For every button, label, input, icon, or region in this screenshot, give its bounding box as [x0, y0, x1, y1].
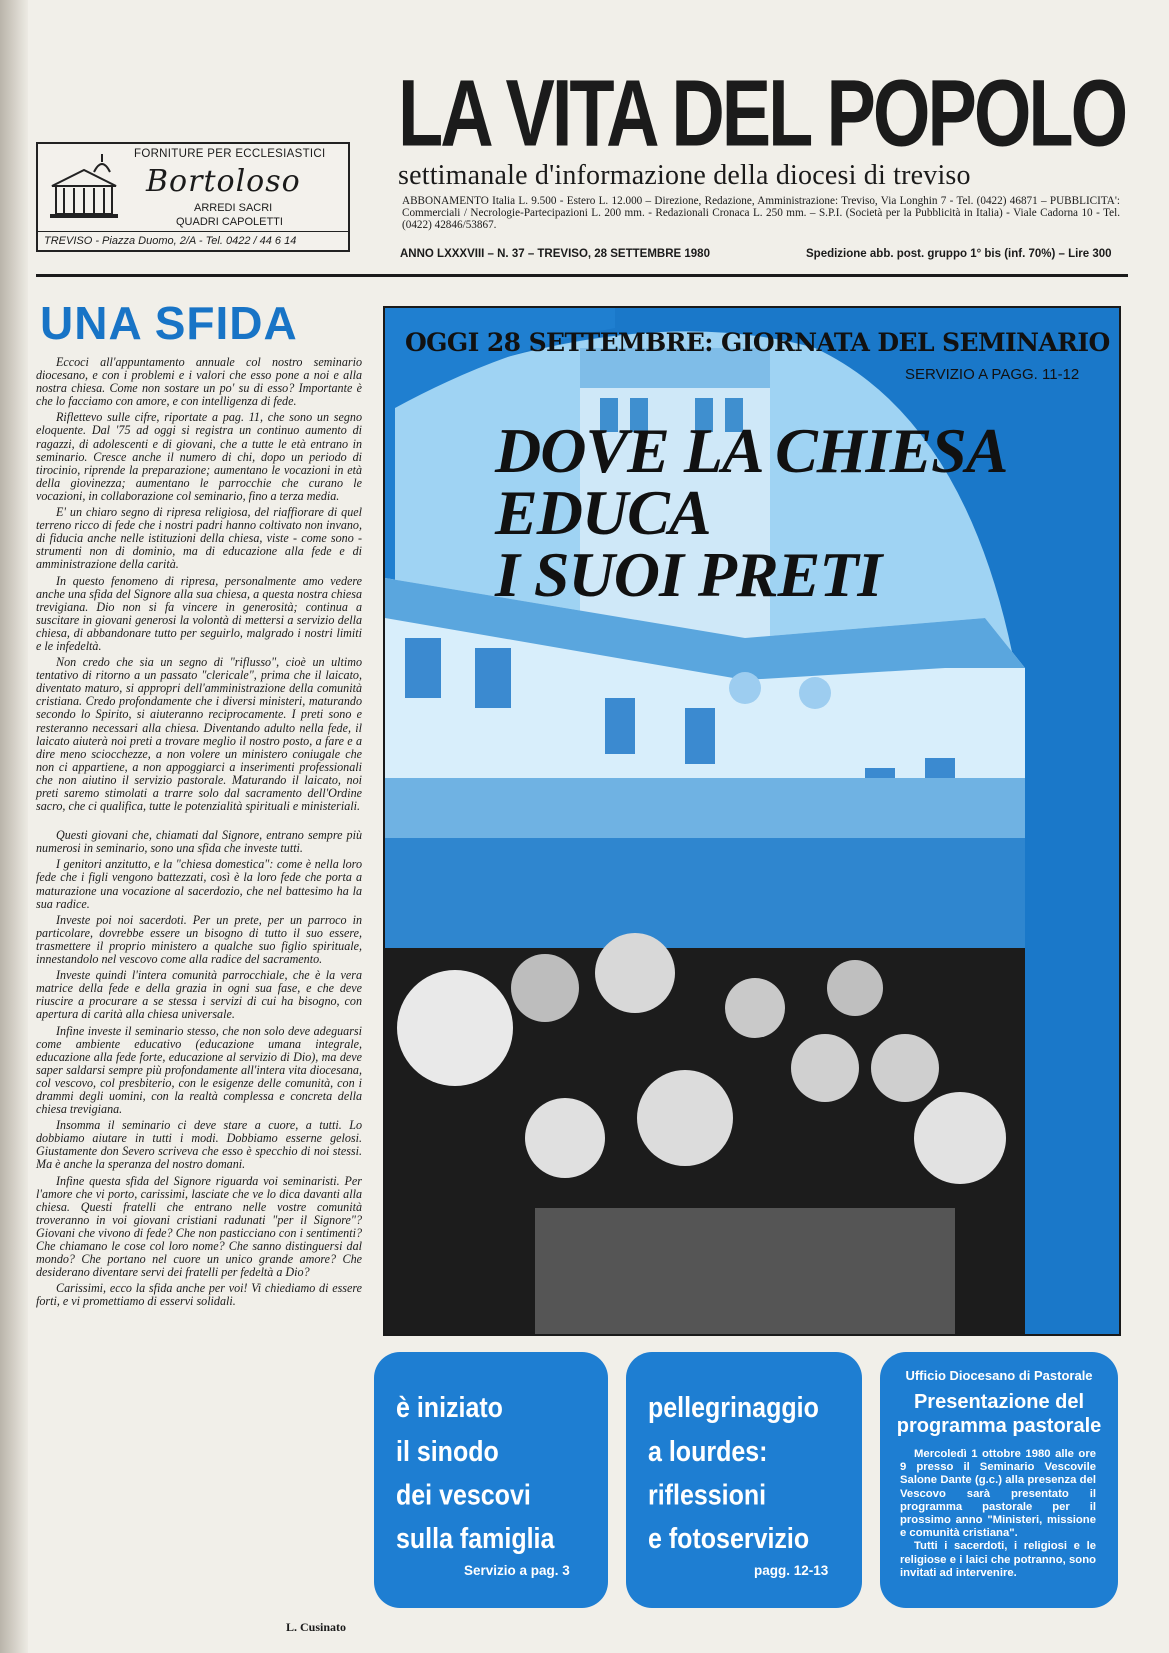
ad-line-1: ARREDI SACRI [194, 202, 273, 214]
ad-address: TREVISO - Piazza Duomo, 2/A - Tel. 0422 / 44 6 14 [38, 231, 348, 250]
editorial-body [36, 356, 362, 1311]
teaser-page-ref: Servizio a pag. 3 [464, 1563, 570, 1578]
editorial-paragraph: Infine questa sfida del Signore riguarda voi seminaristi. Per l'amore che vi porto, carissimi, lasciate che ve lo dica davanti alla chiesa. Questi fratelli che entrano nelle vostre comunità troveranno in voi giovani cristiani radunati "per il Signore"? Giovani che vivono di fede? Che non pasticciano con i sentimenti? Che chiamano le cose col loro nome? Che sanno distinguersi dal mondo? Che portano nel cuore un unico grande amore? Che desiderano diventare servi dei fratelli per fedeltà a Dio? [36, 1173, 362, 1280]
teaser-title [396, 1386, 554, 1561]
teaser-title-line: il sinodo [396, 1435, 499, 1468]
editorial-paragraph: E' un chiaro segno di ripresa religiosa, del riaffiorare di quel terreno ricco di fede che i nostri padri hanno coltivato non invano, di fiducia anche nelle istituzioni della chiesa, viste - come sono - strumenti non di dominio, ma di educazione alla fede e di amministrazione della carità. [36, 505, 362, 572]
advertisement-box [36, 142, 350, 252]
masthead-title: LA VITA DEL POPOLO [398, 59, 1126, 166]
header-rule [36, 274, 1128, 277]
teaser-title-line: e fotoservizio [648, 1522, 810, 1556]
issue-line: ANNO LXXXVIII – N. 37 – TREVISO, 28 SETTEMBRE 1980 [400, 248, 710, 260]
pastoral-office-header: Ufficio Diocesano di Pastorale [905, 1368, 1093, 1383]
editorial-paragraph: Carissimi, ecco la sfida anche per voi! Vi chiediamo di essere forti, e vi promettiamo di esservi solidali. [36, 1281, 362, 1309]
cover-photo [383, 306, 1121, 1336]
teaser-title [648, 1386, 819, 1561]
page-gutter [0, 0, 28, 1653]
editorial-paragraph: Eccoci all'appuntamento annuale col nostro seminario diocesano, e con i problemi e i valori che esso pone a noi e alla nostra chiesa. Come non sostare un po' su di esso? Importante è che lo facciamo con amore, e con intelligenza di fede. [36, 355, 362, 409]
ad-brand-name: Bortoloso [146, 164, 301, 199]
pastoral-paragraph: Mercoledì 1 ottobre 1980 alle ore 9 presso il Seminario Vescovile Salone Dante (g.c.) alla presenza del Vescovo sarà presentato il programma pastorale per il prossimo anno "Ministeri, missione e comunità cristiana". [900, 1448, 1096, 1540]
pastoral-title-line: programma pastorale [896, 1415, 1102, 1437]
teaser-page-ref: pagg. 12-13 [754, 1563, 829, 1578]
teaser-title-line: è iniziato [396, 1391, 503, 1424]
teaser-title-line: pellegrinaggio [648, 1391, 819, 1424]
church-drawing-icon [48, 152, 120, 220]
editorial-paragraph: Investe poi noi sacerdoti. Per un prete, per un parroco in particolare, dovrebbe essere un bisogno di tutto il suo essere, trasmettere il proprio ministero a qualche suo figlio spirituale, innestandolo nel vescovo come alla radice del sacramento. [36, 912, 362, 967]
editorial-paragraph: Questi giovani che, chiamati dal Signore, entrano sempre più numerosi in seminario, sono una sfida che investe tutti. [36, 828, 362, 856]
masthead-subtitle: settimanale d'informazione della diocesi di treviso [398, 160, 971, 191]
cover-headline-line: I SUOI PRETI [495, 539, 882, 610]
editorial-paragraph: I genitori anzitutto, e la "chiesa domestica": come è nella loro fede che i figli vengono battezzati, così è la loro fede che porta a maturazione una vocazione al sacerdozio, che nel battesimo ha la sua radice. [36, 857, 362, 911]
teaser-title-line: a lourdes: [648, 1435, 768, 1468]
pastoral-title [880, 1390, 1118, 1438]
teaser-title-line: sulla famiglia [396, 1522, 555, 1556]
ad-line-2: QUADRI CAPOLETTI [176, 216, 283, 228]
postal-line: Spedizione abb. post. gruppo 1° bis (inf. 70%) – Lire 300 [806, 248, 1112, 260]
editorial-headline: UNA SFIDA [40, 297, 298, 349]
editorial-paragraph: Insomma il seminario ci deve stare a cuore, a tutti. Lo dobbiamo aiutare in tutti i modi. Dobbiamo esserne gelosi. Giustamente don Severo scriveva che esso è specchio di noi stessi. Ma è anche la speranza del nostro domani. [36, 1118, 362, 1172]
cover-banner: OGGI 28 SETTEMBRE: GIORNATA DEL SEMINARIO [405, 328, 1110, 357]
teaser-title-line: dei vescovi [396, 1479, 531, 1512]
cover-headline-line: EDUCA [495, 477, 711, 548]
ad-top-line: FORNITURE PER ECCLESIASTICI [134, 148, 326, 160]
teaser-box-synod[interactable] [374, 1352, 608, 1608]
editorial-paragraph: Riflettevo sulle cifre, riportate a pag. 11, che sono un segno eloquente. Dal '75 ad oggi si registra un continuo aumento di ragazzi, di adolescenti e di giovani, che a tutte le età entrano in seminario. Cresce anche il numero di chi, dopo un periodo di tirocinio, riprende la preparazione; aumentano le vocazioni in età della giovinezza; aumentano le parrocchie che curano le vocazioni, in collaborazione col seminario, fino a terza media. [36, 410, 362, 503]
editorial-paragraph: Investe quindi l'intera comunità parrocchiale, che è la vera matrice della fede e della grazia in ogni sua fase, e che deve riuscire a procurare a se stessa i servizi di cui ha bisogno, con apertura di carità alla chiesa universale. [36, 968, 362, 1022]
teaser-box-lourdes[interactable] [626, 1352, 862, 1608]
editorial-paragraph: Non credo che sia un segno di "riflusso", cioè un ultimo tentativo di ritorno a un passato "clericale", prima che il laicato, diventato maturo, si appropri dell'amministrazione della comunità cristiana. Credo profondamente che i diversi ministeri, maturando secondo lo Spirito, si aiuteranno reciprocamente. I preti sono e resteranno necessari alla chiesa. Diventando adulto nella fede, il laicato aiuterà noi preti a trovare meglio il nostro posto, a fare e a dire meno sciocchezze, a non volere un ministero coniugale che non ci appartiene, a non appoggiarci a inserimenti professionali che non aiutino il servizio pastorale. Maturando il laicato, noi preti saremo stimolati a trarre solo dal sacramento dell'Ordine sacro, che ci qualifica, tutte le potenzialità spirituali e ministeriali. [36, 655, 362, 814]
editorial-paragraph: In questo fenomeno di ripresa, personalmente amo vedere anche una sfida del Signore alla sua chiesa, a questa nostra chiesa trevigiana. Dio non si fa vincere in generosità; continua a suscitare in giovani generosi la volontà di mettersi a servizio della chiesa, di abbandonare tutto per seguirlo, malgrado i nostri limiti e le infedeltà. [36, 573, 362, 653]
pastoral-body [900, 1448, 1096, 1580]
masthead-info: ABBONAMENTO Italia L. 9.500 - Estero L. 12.000 – Direzione, Redazione, Amministrazione: Treviso, Via Longhin 7 - Tel. (0422) 46871 – PUBBLICITA': Commerciali / Necrologie-Partecipazioni L. 200 mm. - Redazionali Cronaca L. 250 mm. – S.P.I. (Società per la Pubblicità in Italia) - Viale Cadorna 10 - Tel. (0422) 42846/53867. [402, 195, 1120, 231]
cover-service-ref: SERVIZIO A PAGG. 11-12 [905, 366, 1080, 383]
teaser-box-pastoral[interactable] [880, 1352, 1118, 1608]
editorial-paragraph: Infine investe il seminario stesso, che non solo deve adeguarsi come ambiente educativo (educazione umana integrale, educazione alla fede forte, educazione al servizio di Dio), ma deve saper saldarsi sempre più profondamente all'intera vita diocesana, col vescovo, col presbiterio, con le esigenze delle comunità, con i drammi degli uomini, con la realtà complessa e concreta della chiesa trevigiana. [36, 1023, 362, 1117]
pastoral-title-line: Presentazione del [913, 1391, 1085, 1413]
cover-headline-line: DOVE LA CHIESA [495, 415, 1008, 486]
teaser-title-line: riflessioni [648, 1479, 767, 1512]
cover-headline [495, 415, 1008, 610]
pastoral-paragraph: Tutti i sacerdoti, i religiosi e le religiose e i laici che potranno, sono invitati ad intervenire. [900, 1540, 1096, 1579]
editorial-signature: L. Cusinato [286, 1620, 347, 1634]
